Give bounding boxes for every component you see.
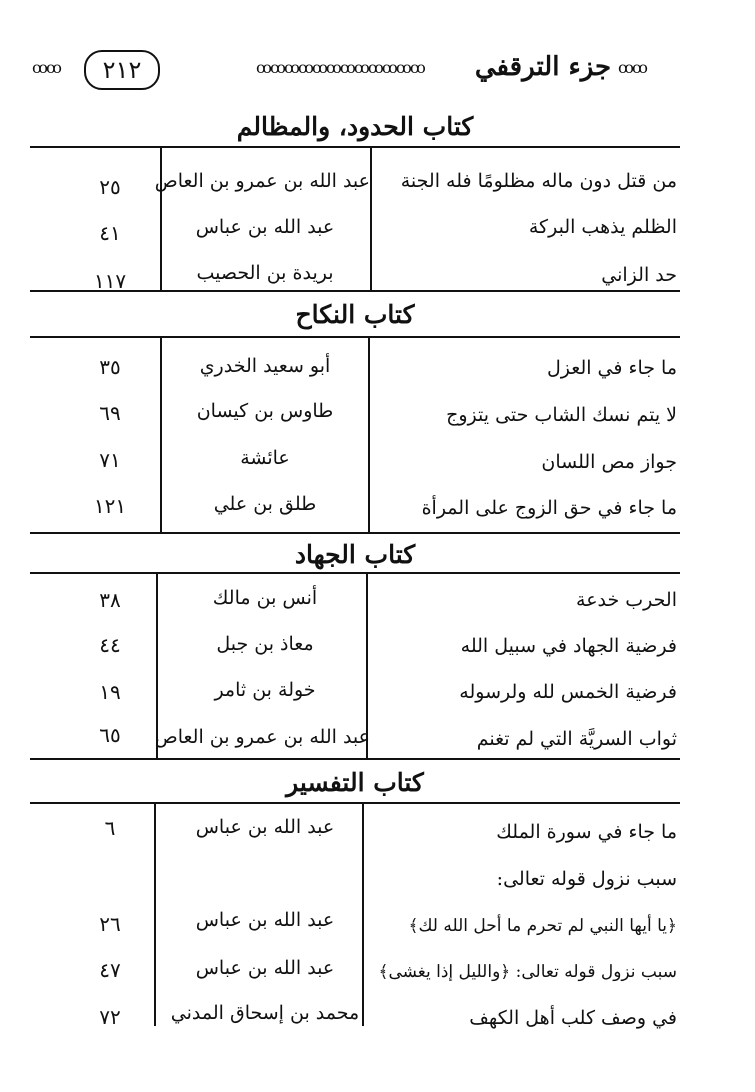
table-row-narrator: عائشة [240,447,290,469]
table-row-topic: جواز مص اللسان [541,451,677,473]
table-row-narrator: عبد الله بن عباس [195,909,335,931]
table-row-narrator: عبد الله بن عمرو بن العاص [154,170,370,192]
section-rule-top [30,146,680,148]
table-row-topic: لا يتم نسك الشاب حتى يتزوج [446,404,677,426]
header-ornament-left: ꝏꝏ [32,58,60,77]
table-row-page: ٢٥ [99,175,121,199]
section-rule-top [30,572,680,574]
section-rule-top [30,802,680,804]
table-row-topic: ما جاء في العزل [547,357,677,379]
table-row-page: ٢٦ [99,912,121,936]
table-row-narrator: أنس بن مالك [212,587,318,609]
table-row-page: ٧١ [99,448,121,472]
section-title-nikah: كتاب النكاح [295,300,415,329]
header-ornament-right: ꝏꝏ [618,58,646,77]
table-row-page: ٤٧ [99,958,121,982]
column-divider [154,802,156,1026]
table-row-narrator: أبو سعيد الخدري [199,355,331,377]
table-row-topic: فرضية الجهاد في سبيل الله [460,635,677,657]
table-row-narrator: عبد الله بن عمرو بن العاص [154,726,370,748]
section-title-tafsir: كتاب التفسير [286,768,424,797]
table-row-page: ٣٨ [99,588,121,612]
page-number: ٢١٢ [84,50,160,90]
table-row-narrator: عبد الله بن عباس [195,216,335,238]
section-rule-bottom [30,758,680,760]
section-title-jihad: كتاب الجهاد [294,540,416,569]
table-row-narrator: خولة بن ثامر [214,679,316,701]
table-row-page: ٤٤ [99,633,121,657]
column-divider [370,146,372,290]
table-row-page: ١٩ [99,680,121,704]
table-row-narrator: محمد بن إسحاق المدني [170,1002,360,1024]
section-rule-bottom [30,290,680,292]
section-rule-top [30,336,680,338]
table-row-topic: من قتل دون ماله مظلومًا فله الجنة [400,170,677,192]
table-row-topic: فرضية الخمس لله ولرسوله [459,681,677,703]
table-row-narrator: عبد الله بن عباس [195,816,335,838]
table-row-topic: سبب نزول قوله تعالى: ﴿والليل إذا يغشى﴾ [378,962,677,982]
table-row-narrator: عبد الله بن عباس [195,957,335,979]
table-row-narrator: طلق بن علي [213,493,317,515]
table-row-page: ١٢١ [93,494,127,518]
section-rule-bottom [30,532,680,534]
page-header [32,50,680,92]
table-row-page: ٤١ [99,221,121,245]
table-row-narrator: طاوس بن كيسان [196,400,334,422]
table-row-topic: الظلم يذهب البركة [528,216,677,238]
table-row-topic: سبب نزول قوله تعالى: [496,868,677,890]
header-ornament-middle: ꝏꝏꝏꝏꝏꝏꝏꝏꝏꝏꝏꝏ [256,58,424,77]
table-row-page: ٦ [104,816,116,840]
table-row-topic: ﴿يا أيها النبي لم تحرم ما أحل الله لك﴾ [408,916,677,936]
table-row-topic: ثواب السريَّة التي لم تغنم [476,728,677,750]
table-row-page: ٣٥ [99,355,121,379]
table-row-narrator: معاذ بن جبل [216,633,314,655]
table-row-page: ٦٥ [99,723,121,747]
table-row-topic: ما جاء في سورة الملك [496,821,677,843]
section-title-hudud: كتاب الحدود، والمظالم [236,112,474,141]
book-title: جزء الترقفي [474,52,612,82]
table-row-page: ٦٩ [99,401,121,425]
table-row-topic: حد الزاني [601,264,677,286]
table-row-page: ٧٢ [99,1005,121,1029]
table-row-topic: ما جاء في حق الزوج على المرأة [421,497,677,519]
table-row-narrator: بريدة بن الحصيب [196,262,334,284]
table-row-topic: الحرب خدعة [576,589,677,611]
table-row-page: ١١٧ [93,269,127,293]
table-row-topic: في وصف كلب أهل الكهف [469,1007,677,1029]
